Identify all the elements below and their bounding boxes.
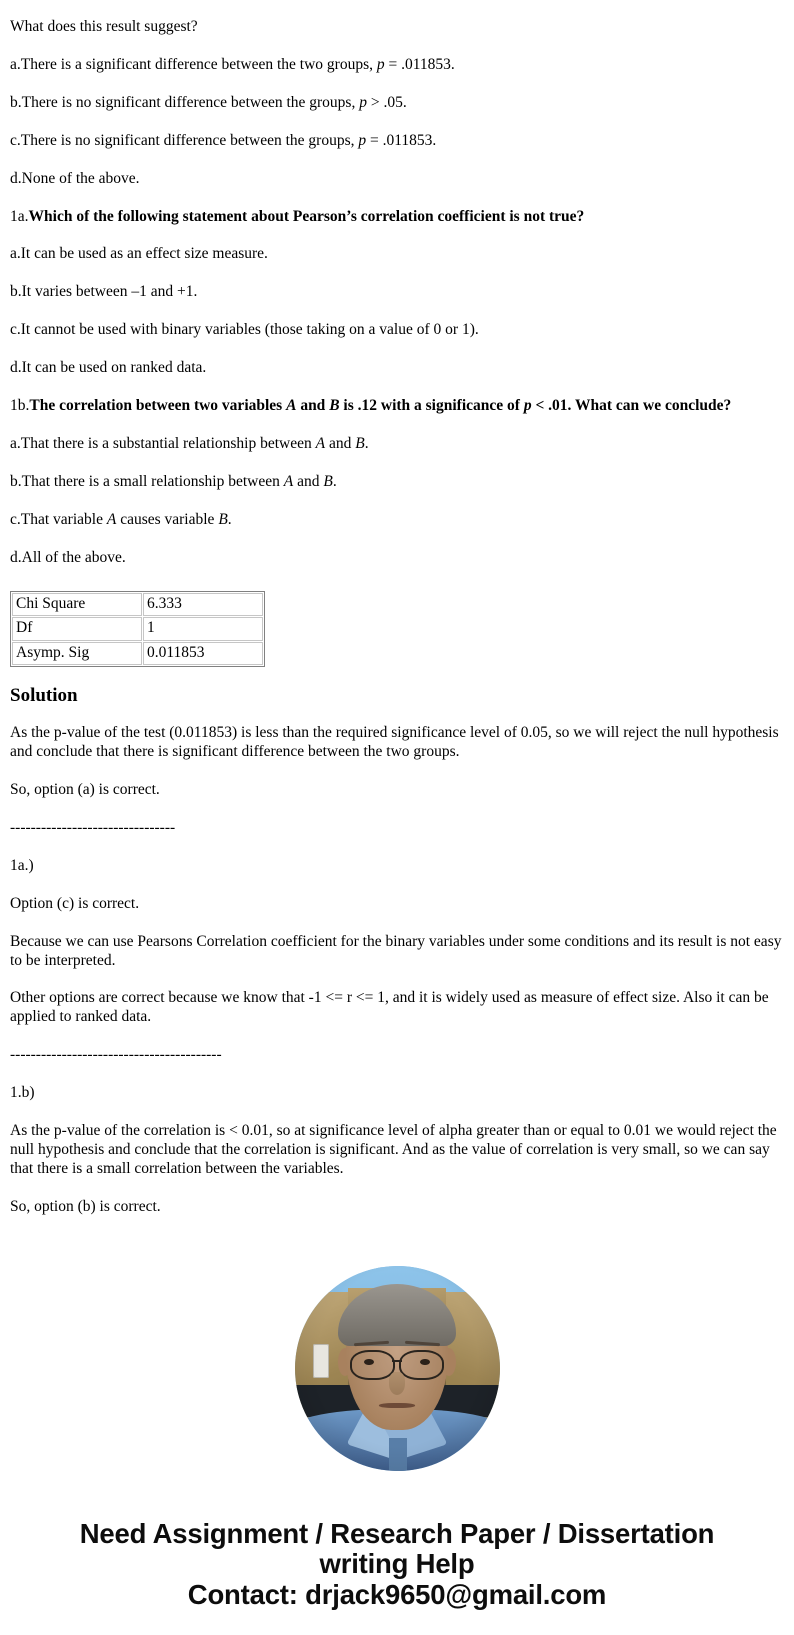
intro-option-c bbox=[10, 132, 784, 170]
variable-b: B bbox=[323, 472, 333, 490]
solution-heading: Solution bbox=[10, 685, 78, 707]
option-part-2: and bbox=[325, 434, 356, 452]
solution-label-1b: 1.b) bbox=[10, 1084, 35, 1102]
option-label: d. bbox=[10, 548, 22, 566]
photo-vignette bbox=[295, 1266, 500, 1471]
solution-paragraph-2: So, option (a) is correct. bbox=[10, 780, 160, 798]
variable-b: B bbox=[329, 397, 340, 415]
option-part-2: and bbox=[293, 472, 324, 490]
option-part-1: That there is a substantial relationship between bbox=[20, 434, 316, 452]
option-symbol: p bbox=[359, 93, 367, 111]
option-part-3: . bbox=[332, 472, 337, 490]
solution-paragraph-1: As the p-value of the test (0.011853) is less than the required significance level of 0.05, so we will reject the null hypothesis and conclude that there is significant difference between the two groups. bbox=[10, 724, 779, 761]
variable-a: A bbox=[286, 397, 297, 415]
question-number: 1a. bbox=[10, 207, 29, 225]
option-label: a. bbox=[10, 55, 21, 73]
table-cell-name: Chi Square bbox=[12, 593, 142, 617]
q1a-option-c: c.It cannot be used with binary variables (those taking on a value of 0 or 1). bbox=[10, 321, 479, 339]
option-part-1: That variable bbox=[20, 510, 107, 528]
variable-a: A bbox=[283, 472, 294, 490]
intro-option-a bbox=[10, 56, 784, 94]
question-1b-prompt bbox=[10, 397, 784, 435]
question-1a-prompt bbox=[10, 208, 784, 246]
q1b-option-b bbox=[10, 473, 784, 511]
table-cell-name: Asymp. Sig bbox=[12, 642, 142, 666]
table-row bbox=[12, 593, 263, 617]
intro-question: What does this result suggest? bbox=[10, 18, 198, 35]
variable-b: B bbox=[355, 434, 365, 452]
question-text: Which of the following statement about Pearson’s correlation coefficient is not true? bbox=[28, 207, 585, 225]
option-label: b. bbox=[10, 472, 22, 490]
prompt-part-4: < .01. What can we conclude? bbox=[531, 397, 732, 415]
option-symbol: p bbox=[376, 55, 385, 73]
option-part-1: That there is a small relationship between bbox=[21, 472, 284, 490]
option-part-3: . bbox=[364, 434, 369, 452]
option-text-before: There is a significant difference between the two groups, bbox=[20, 55, 377, 73]
prompt-part-3: is .12 with a significance of bbox=[339, 397, 524, 415]
option-text-before: There is no significant difference between the groups, bbox=[21, 93, 360, 111]
separator-1: -------------------------------- bbox=[10, 818, 176, 836]
variable-a: A bbox=[315, 434, 326, 452]
table-row bbox=[12, 642, 263, 666]
option-label: d. bbox=[10, 169, 22, 187]
option-label: c. bbox=[10, 131, 21, 149]
q1a-option-b: b.It varies between –1 and +1. bbox=[10, 283, 198, 301]
prompt-symbol: p bbox=[523, 397, 532, 415]
chi-square-results-table bbox=[10, 591, 265, 668]
table-row bbox=[12, 617, 263, 641]
question-number: 1b. bbox=[10, 397, 30, 415]
option-text-after: > .05. bbox=[366, 93, 407, 111]
solution-paragraph-4: Because we can use Pearsons Correlation coefficient for the binary variables under some conditions and its result is not easy to be interpreted. bbox=[10, 932, 782, 969]
option-part-1: All of the above. bbox=[21, 548, 126, 566]
table-cell-value: 1 bbox=[143, 617, 263, 641]
solution-paragraph-6: As the p-value of the correlation is < 0.01, so at significance level of alpha greater than or equal to 0.01 we would reject the null hypothesis and conclude that the correlation is significant. And as the value of correlation is very small, so we can say that there is a small correlation between the variables. bbox=[10, 1122, 777, 1177]
option-text-after: = .011853. bbox=[384, 55, 455, 73]
table-cell-value: 6.333 bbox=[143, 593, 263, 617]
solution-paragraph-3: Option (c) is correct. bbox=[10, 894, 140, 912]
variable-a: A bbox=[106, 510, 117, 528]
footer-line-3: Contact: drjack9650@gmail.com bbox=[187, 1579, 607, 1611]
option-label: c. bbox=[10, 510, 21, 528]
option-text-before: There is no significant difference between the groups, bbox=[20, 131, 359, 149]
solution-paragraph-5: Other options are correct because we know that -1 <= r <= 1, and it is widely used as measure of effect size. Also it can be applied to ranked data. bbox=[10, 989, 769, 1026]
footer-promo bbox=[10, 1519, 784, 1635]
avatar-container bbox=[10, 1266, 784, 1471]
prompt-part-2: and bbox=[296, 397, 330, 415]
q1b-option-c bbox=[10, 511, 784, 549]
option-part-3: . bbox=[227, 510, 232, 528]
q1a-option-d: d.It can be used on ranked data. bbox=[10, 359, 207, 377]
intro-option-b bbox=[10, 94, 784, 132]
q1b-option-a bbox=[10, 435, 784, 473]
question-text bbox=[29, 397, 731, 414]
option-symbol: p bbox=[358, 131, 367, 149]
intro-option-d bbox=[10, 170, 784, 208]
separator-2: ----------------------------------------- bbox=[10, 1046, 222, 1064]
option-text-after: = .011853. bbox=[366, 131, 437, 149]
option-part-2: causes variable bbox=[116, 510, 219, 528]
footer-line-2: writing Help bbox=[319, 1548, 475, 1580]
avatar bbox=[295, 1266, 500, 1471]
q1b-option-d bbox=[10, 549, 784, 587]
prompt-part-1: The correlation between two variables bbox=[29, 397, 287, 415]
footer-line-1: Need Assignment / Research Paper / Dissertation bbox=[79, 1517, 715, 1549]
q1a-option-a: a.It can be used as an effect size measure. bbox=[10, 245, 268, 263]
option-label: a. bbox=[10, 434, 21, 452]
table-cell-value: 0.011853 bbox=[143, 642, 263, 666]
option-text-before: None of the above. bbox=[21, 169, 140, 187]
solution-paragraph-7: So, option (b) is correct. bbox=[10, 1197, 161, 1215]
table-cell-name: Df bbox=[12, 617, 142, 641]
variable-b: B bbox=[218, 510, 228, 528]
option-label: b. bbox=[10, 93, 22, 111]
solution-label-1a: 1a.) bbox=[10, 856, 34, 874]
